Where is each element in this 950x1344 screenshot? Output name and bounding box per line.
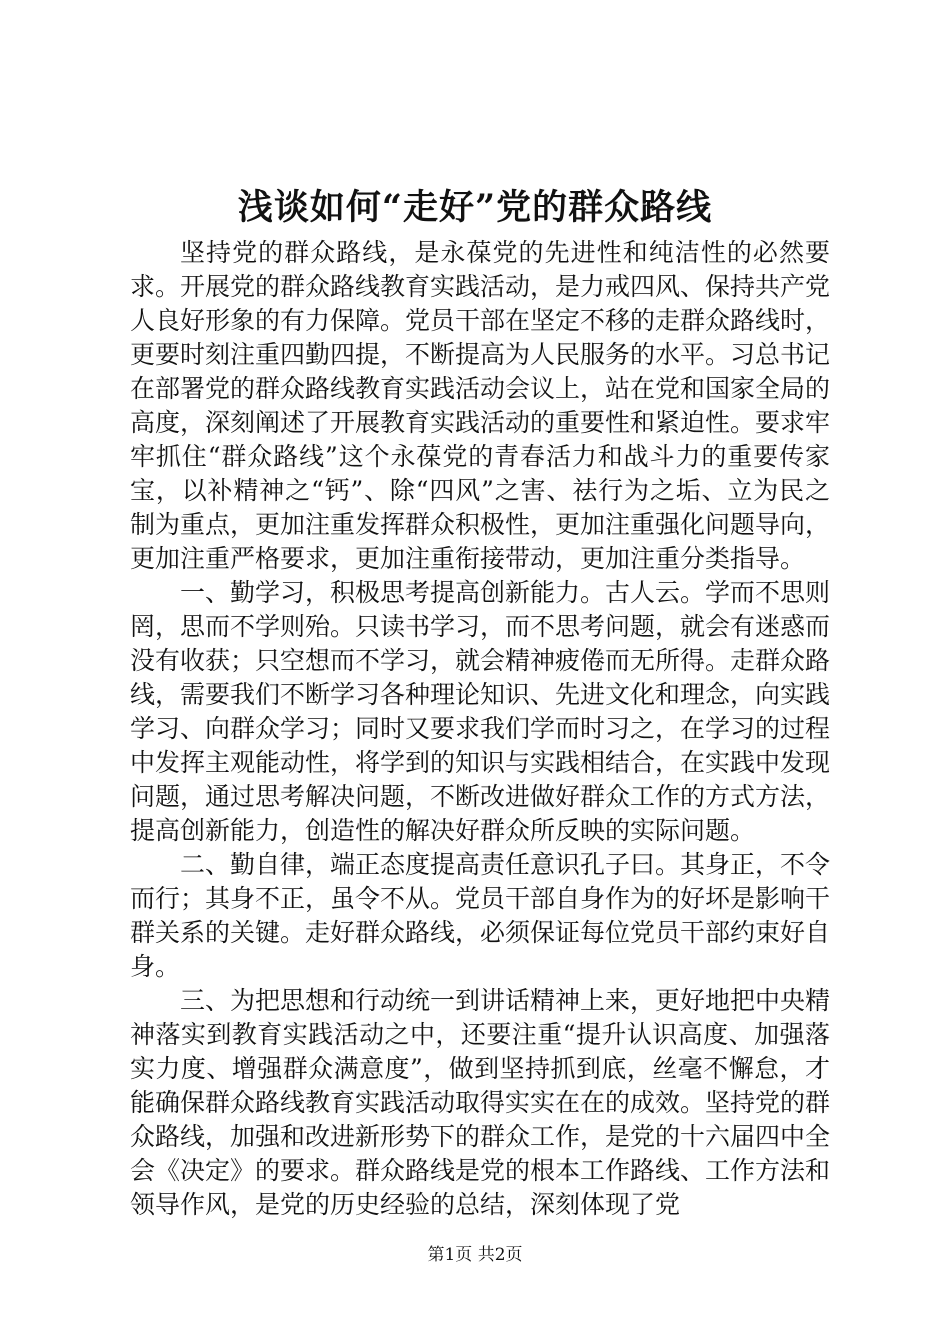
document-title: 浅谈如何“走好”党的群众路线	[237, 187, 713, 228]
paragraph-section-2: 二、勤自律，端正态度提高责任意识孔子曰。其身正，不令而行；其身不正，虽令不从。党员干部自身作为的好坏是影响干群关系的关键。走好群众路线，必须保证每位党员干部约束好自身。	[130, 850, 831, 981]
document-body	[130, 236, 830, 1222]
paragraph-section-3: 三、为把思想和行动统一到讲话精神上来，更好地把中央精神落实到教育实践活动之中，还要注重“提升认识高度、加强落实力度、增强群众满意度”，做到坚持抓到底，丝毫不懈怠，才能确保群众路线教育实践活动取得实实在在的成效。坚持党的群众路线，加强和改进新形势下的群众工作，是党的十六届四中全会《决定》的要求。群众路线是党的根本工作路线、工作方法和领导作风，是党的历史经验的总结，深刻体现了党	[130, 986, 831, 1219]
paragraph-section-1: 一、勤学习，积极思考提高创新能力。古人云。学而不思则罔，思而不学则殆。只读书学习，而不思考问题，就会有迷惑而没有收获；只空想而不学习，就会精神疲倦而无所得。走群众路线，需要我们不断学习各种理论知识、先进文化和理念，向实践学习、向群众学习；同时又要求我们学而时习之，在学习的过程中发挥主观能动性，将学到的知识与实践相结合，在实践中发现问题，通过思考解决问题，不断改进做好群众工作的方式方法，提高创新能力，创造性的解决好群众所反映的实际问题。	[130, 578, 831, 845]
paragraph-intro: 坚持党的群众路线，是永葆党的先进性和纯洁性的必然要求。开展党的群众路线教育实践活动，是力戒四风、保持共产党人良好形象的有力保障。党员干部在坚定不移的走群众路线时，更要时刻注重四勤四提，不断提高为人民服务的水平。习总书记在部署党的群众路线教育实践活动会议上，站在党和国家全局的高度，深刻阐述了开展教育实践活动的重要性和紧迫性。要求牢牢抓住“群众路线”这个永葆党的青春活力和战斗力的重要传家宝，以补精神之“钙”、除“四风”之害、祛行为之垢、立为民之制为重点，更加注重发挥群众积极性，更加注重强化问题导向，更加注重严格要求，更加注重衔接带动，更加注重分类指导。	[130, 238, 831, 573]
page-number-footer: 第1页 共2页	[427, 1245, 523, 1265]
